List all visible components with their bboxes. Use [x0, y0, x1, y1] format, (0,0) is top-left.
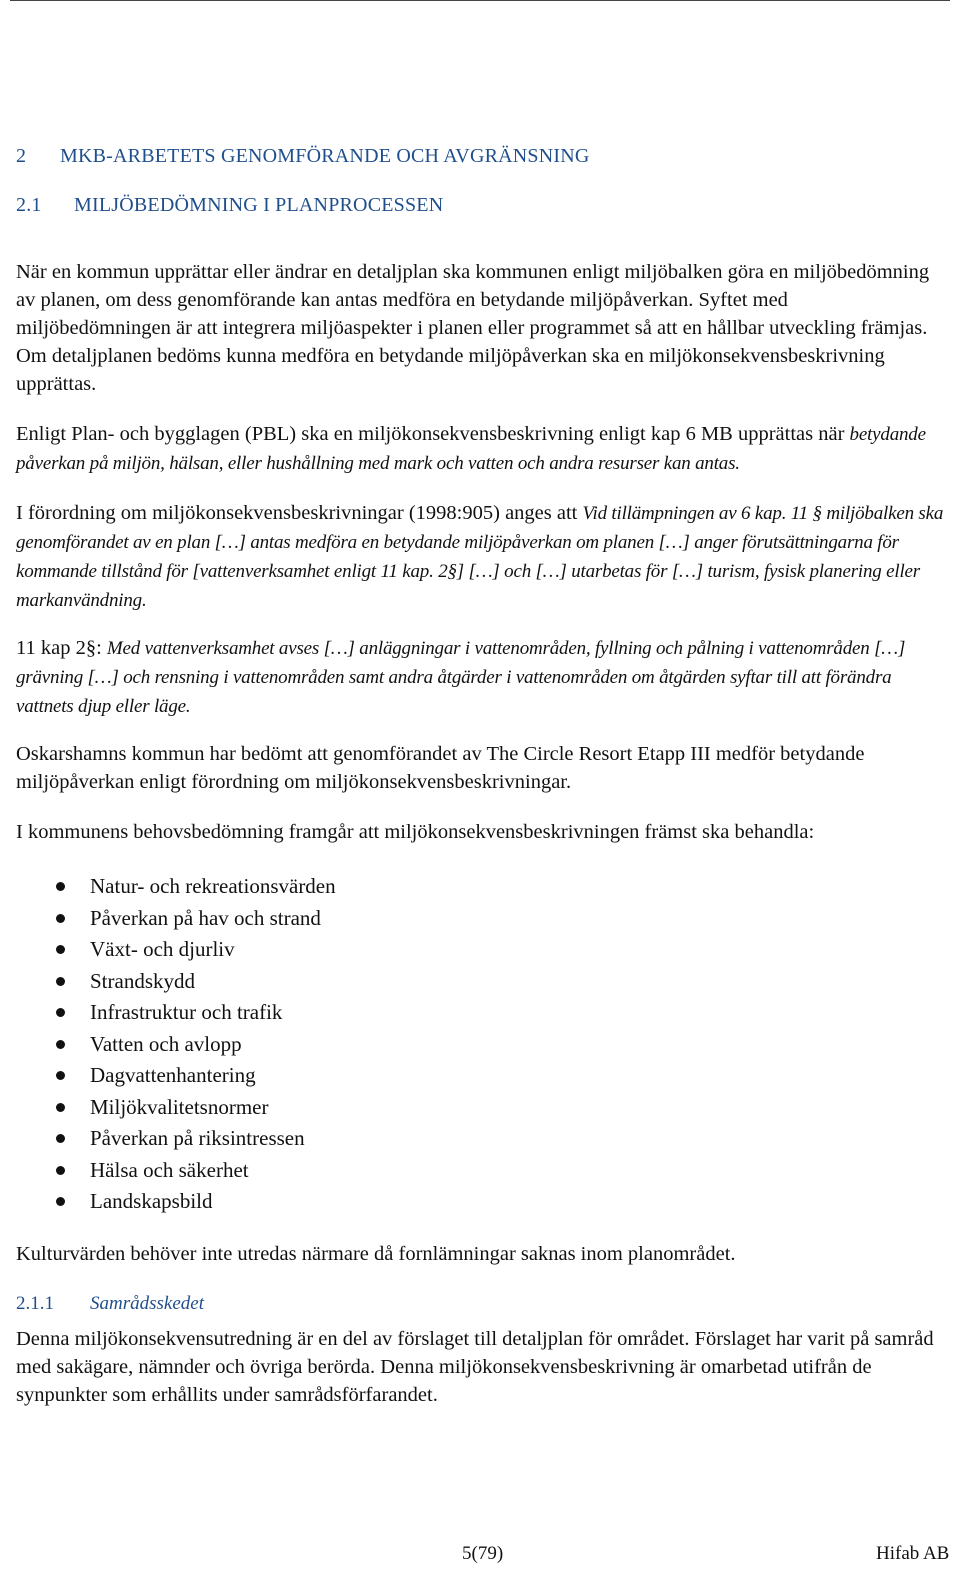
water-activity-quote: Med vattenverksamhet avses […] anläggningar i vattenområden, fyllning och pålning i vattenområden […] grävning […] och rensning i vattenområden samt andra åtgärder i vattenområden om åtgärden syftar till att förändra vattnets djup eller läge. — [16, 638, 906, 717]
section-number: 2 — [16, 145, 27, 167]
regulation-paragraph — [16, 499, 946, 615]
intro-paragraph: När en kommun upprättar eller ändrar en detaljplan ska kommunen enligt miljöbalken göra en miljöbedömning av planen, om dess genomförande kan antas medföra en betydande miljöpåverkan. Syftet med miljöbedömningen är att integrera miljöaspekter i planen eller programmet så att en hållbar utveckling främjas. Om detaljplanen bedöms kunna medföra en betydande miljöpåverkan ska en miljökonsekvensbeskrivning upprättas. — [16, 261, 930, 395]
list-item: Hälsa och säkerhet — [16, 1155, 336, 1187]
list-item: Infrastruktur och trafik — [16, 997, 336, 1029]
list-item: Strandskydd — [16, 966, 336, 998]
page-number: 5(79) — [462, 1543, 504, 1564]
list-item: Påverkan på riksintressen — [16, 1123, 336, 1155]
sub-subsection-number: 2.1.1 — [16, 1293, 54, 1314]
scope-paragraph: I kommunens behovsbedömning framgår att miljökonsekvensbeskrivningen främst ska behandla: — [16, 821, 815, 843]
subsection-title: MILJÖBEDÖMNING I PLANPROCESSEN — [74, 194, 444, 216]
subsection-number: 2.1 — [16, 194, 42, 216]
list-item: Dagvattenhantering — [16, 1060, 336, 1092]
header-rule — [10, 0, 950, 1]
subsection-heading — [16, 194, 443, 217]
list-item: Miljökvalitetsnormer — [16, 1092, 336, 1124]
sub-subsection-heading — [16, 1293, 204, 1315]
pbl-paragraph — [16, 420, 946, 478]
culture-paragraph: Kulturvärden behöver inte utredas närmare då fornlämningar saknas inom planområdet. — [16, 1243, 736, 1265]
list-item: Vatten och avlopp — [16, 1029, 336, 1061]
topic-list — [16, 871, 336, 1218]
list-item: Växt- och djurliv — [16, 934, 336, 966]
list-item: Påverkan på hav och strand — [16, 903, 336, 935]
section-title: MKB-ARBETETS GENOMFÖRANDE OCH AVGRÄNSNING — [60, 145, 590, 167]
pbl-quote: betydande påverkan på miljön, hälsan, eller hushållning med mark och vatten och andra resurser kan antas. — [16, 424, 926, 474]
assessment-paragraph: Oskarshamns kommun har bedömt att genomförandet av The Circle Resort Etapp III medför betydande miljöpåverkan enligt förordning om miljökonsekvensbeskrivningar. — [16, 743, 865, 793]
water-activity-paragraph — [16, 634, 946, 721]
consultation-paragraph: Denna miljökonsekvensutredning är en del av förslaget till detaljplan för området. Förslaget har varit på samråd med sakägare, nämnder och övriga berörda. Denna miljökonsekvensbeskrivning är omarbetad utifrån de synpunkter som erhållits under samrådsförfarandet. — [16, 1328, 934, 1406]
section-heading — [16, 145, 590, 168]
company-name: Hifab AB — [876, 1543, 950, 1564]
list-item: Landskapsbild — [16, 1186, 336, 1218]
pbl-text: Enligt Plan- och bygglagen (PBL) ska en miljökonsekvensbeskrivning enligt kap 6 MB upprättas när — [16, 423, 850, 445]
regulation-quote: Vid tillämpningen av 6 kap. 11 § miljöbalken ska genomförandet av en plan […] antas medföra en betydande miljöpåverkan om planen […] anger förutsättningarna för kommande tillstånd för [vattenverksamhet enligt 11 kap. 2§] […] och […] utarbetas för […] turism, fysisk planering eller markanvändning. — [16, 503, 944, 611]
sub-subsection-title: Samrådsskedet — [90, 1293, 204, 1314]
water-activity-ref: 11 kap 2§: — [16, 637, 107, 659]
list-item: Natur- och rekreationsvärden — [16, 871, 336, 903]
regulation-text: I förordning om miljökonsekvensbeskrivningar (1998:905) anges att — [16, 502, 583, 524]
